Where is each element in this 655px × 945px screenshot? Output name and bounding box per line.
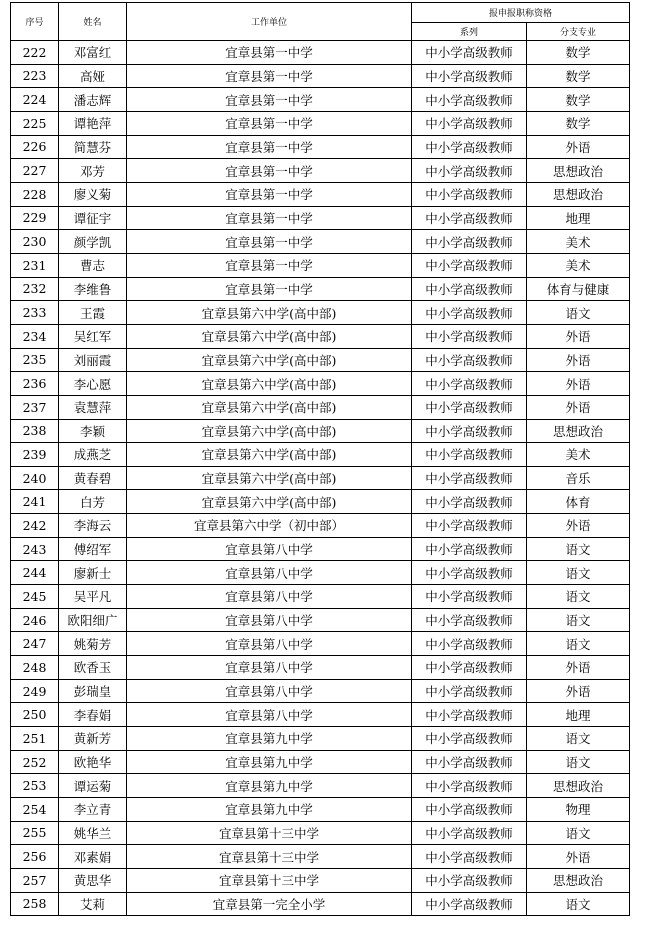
cell-seq: 252 [11, 750, 59, 774]
cell-series: 中小学高级教师 [412, 608, 527, 632]
cell-unit: 宜章县第六中学(高中部) [127, 324, 412, 348]
cell-seq: 235 [11, 348, 59, 372]
cell-unit: 宜章县第八中学 [127, 656, 412, 680]
table-row [11, 490, 630, 514]
table-row [11, 41, 630, 65]
table-body [11, 41, 630, 916]
cell-unit: 宜章县第九中学 [127, 750, 412, 774]
table-row [11, 561, 630, 585]
cell-subject: 外语 [527, 372, 630, 396]
cell-name: 李颖 [59, 419, 127, 443]
cell-series: 中小学高级教师 [412, 324, 527, 348]
cell-name: 吴平凡 [59, 585, 127, 609]
cell-name: 廖义菊 [59, 182, 127, 206]
table-row [11, 679, 630, 703]
table-row [11, 135, 630, 159]
table-row [11, 514, 630, 538]
cell-subject: 语文 [527, 301, 630, 325]
cell-subject: 语文 [527, 585, 630, 609]
cell-name: 王霞 [59, 301, 127, 325]
cell-subject: 体育与健康 [527, 277, 630, 301]
cell-name: 黄春碧 [59, 466, 127, 490]
cell-name: 曹志 [59, 253, 127, 277]
cell-unit: 宜章县第一中学 [127, 277, 412, 301]
table-row [11, 845, 630, 869]
cell-series: 中小学高级教师 [412, 537, 527, 561]
cell-series: 中小学高级教师 [412, 703, 527, 727]
cell-unit: 宜章县第一中学 [127, 135, 412, 159]
cell-seq: 229 [11, 206, 59, 230]
table-row [11, 443, 630, 467]
cell-unit: 宜章县第一中学 [127, 159, 412, 183]
cell-series: 中小学高级教师 [412, 868, 527, 892]
header-unit: 工作单位 [127, 3, 412, 41]
table-row [11, 892, 630, 916]
cell-seq: 230 [11, 230, 59, 254]
cell-name: 李海云 [59, 514, 127, 538]
cell-unit: 宜章县第十三中学 [127, 821, 412, 845]
cell-subject: 数学 [527, 64, 630, 88]
cell-name: 李春娟 [59, 703, 127, 727]
cell-seq: 250 [11, 703, 59, 727]
cell-name: 高娅 [59, 64, 127, 88]
cell-unit: 宜章县第八中学 [127, 561, 412, 585]
cell-series: 中小学高级教师 [412, 253, 527, 277]
cell-name: 艾莉 [59, 892, 127, 916]
cell-series: 中小学高级教师 [412, 230, 527, 254]
cell-series: 中小学高级教师 [412, 41, 527, 65]
cell-series: 中小学高级教师 [412, 727, 527, 751]
cell-subject: 外语 [527, 656, 630, 680]
cell-name: 邓芳 [59, 159, 127, 183]
cell-unit: 宜章县第一中学 [127, 253, 412, 277]
cell-subject: 思想政治 [527, 419, 630, 443]
cell-subject: 思想政治 [527, 868, 630, 892]
cell-name: 欧香玉 [59, 656, 127, 680]
table-row [11, 111, 630, 135]
cell-seq: 256 [11, 845, 59, 869]
cell-subject: 外语 [527, 679, 630, 703]
cell-unit: 宜章县第六中学(高中部) [127, 372, 412, 396]
cell-name: 白芳 [59, 490, 127, 514]
cell-unit: 宜章县第九中学 [127, 798, 412, 822]
cell-name: 潘志辉 [59, 88, 127, 112]
cell-unit: 宜章县第六中学(高中部) [127, 466, 412, 490]
cell-seq: 242 [11, 514, 59, 538]
table-row [11, 372, 630, 396]
cell-series: 中小学高级教师 [412, 348, 527, 372]
cell-subject: 数学 [527, 111, 630, 135]
cell-seq: 239 [11, 443, 59, 467]
cell-series: 中小学高级教师 [412, 466, 527, 490]
cell-name: 袁慧萍 [59, 395, 127, 419]
cell-name: 姚菊芳 [59, 632, 127, 656]
cell-subject: 语文 [527, 727, 630, 751]
cell-subject: 外语 [527, 324, 630, 348]
cell-seq: 255 [11, 821, 59, 845]
cell-unit: 宜章县第六中学(高中部) [127, 490, 412, 514]
cell-subject: 外语 [527, 135, 630, 159]
cell-seq: 237 [11, 395, 59, 419]
cell-subject: 语文 [527, 561, 630, 585]
header-series: 系列 [412, 23, 527, 41]
cell-series: 中小学高级教师 [412, 892, 527, 916]
cell-name: 邓素娟 [59, 845, 127, 869]
cell-series: 中小学高级教师 [412, 135, 527, 159]
table-row [11, 348, 630, 372]
cell-subject: 外语 [527, 845, 630, 869]
cell-unit: 宜章县第八中学 [127, 537, 412, 561]
table-row [11, 608, 630, 632]
cell-seq: 226 [11, 135, 59, 159]
table-row [11, 821, 630, 845]
cell-name: 谭艳萍 [59, 111, 127, 135]
cell-subject: 思想政治 [527, 159, 630, 183]
cell-seq: 258 [11, 892, 59, 916]
table-row [11, 537, 630, 561]
cell-name: 邓富红 [59, 41, 127, 65]
applicant-table [10, 2, 630, 916]
cell-seq: 240 [11, 466, 59, 490]
table-row [11, 585, 630, 609]
cell-name: 李立青 [59, 798, 127, 822]
cell-series: 中小学高级教师 [412, 206, 527, 230]
table-row [11, 632, 630, 656]
cell-seq: 228 [11, 182, 59, 206]
cell-seq: 232 [11, 277, 59, 301]
header-name: 姓名 [59, 3, 127, 41]
cell-subject: 数学 [527, 41, 630, 65]
cell-name: 黄思华 [59, 868, 127, 892]
cell-name: 欧艳华 [59, 750, 127, 774]
cell-name: 成燕芝 [59, 443, 127, 467]
cell-series: 中小学高级教师 [412, 111, 527, 135]
cell-unit: 宜章县第六中学(高中部) [127, 301, 412, 325]
cell-seq: 233 [11, 301, 59, 325]
cell-unit: 宜章县第十三中学 [127, 868, 412, 892]
cell-series: 中小学高级教师 [412, 514, 527, 538]
cell-seq: 249 [11, 679, 59, 703]
cell-series: 中小学高级教师 [412, 490, 527, 514]
header-subject: 分支专业 [527, 23, 630, 41]
cell-series: 中小学高级教师 [412, 561, 527, 585]
cell-series: 中小学高级教师 [412, 821, 527, 845]
cell-seq: 234 [11, 324, 59, 348]
cell-subject: 思想政治 [527, 182, 630, 206]
cell-seq: 231 [11, 253, 59, 277]
cell-subject: 地理 [527, 206, 630, 230]
cell-series: 中小学高级教师 [412, 679, 527, 703]
table-row [11, 466, 630, 490]
cell-seq: 238 [11, 419, 59, 443]
cell-series: 中小学高级教师 [412, 632, 527, 656]
cell-seq: 243 [11, 537, 59, 561]
cell-seq: 251 [11, 727, 59, 751]
cell-seq: 248 [11, 656, 59, 680]
cell-subject: 语文 [527, 750, 630, 774]
cell-seq: 236 [11, 372, 59, 396]
table-row [11, 159, 630, 183]
cell-subject: 美术 [527, 253, 630, 277]
cell-subject: 地理 [527, 703, 630, 727]
cell-name: 姚华兰 [59, 821, 127, 845]
cell-seq: 245 [11, 585, 59, 609]
table-row [11, 656, 630, 680]
cell-unit: 宜章县第八中学 [127, 679, 412, 703]
cell-name: 刘丽霞 [59, 348, 127, 372]
header-qualification: 报申报职称资格 [412, 3, 630, 23]
table-row [11, 419, 630, 443]
cell-name: 黄新芳 [59, 727, 127, 751]
cell-unit: 宜章县第六中学(高中部) [127, 443, 412, 467]
cell-seq: 253 [11, 774, 59, 798]
table-row [11, 798, 630, 822]
cell-seq: 246 [11, 608, 59, 632]
cell-unit: 宜章县第一完全小学 [127, 892, 412, 916]
cell-subject: 语文 [527, 608, 630, 632]
cell-unit: 宜章县第六中学(高中部) [127, 348, 412, 372]
table-row [11, 750, 630, 774]
table-row [11, 88, 630, 112]
table-row [11, 230, 630, 254]
cell-subject: 体育 [527, 490, 630, 514]
table-row [11, 253, 630, 277]
cell-unit: 宜章县第八中学 [127, 703, 412, 727]
cell-seq: 244 [11, 561, 59, 585]
table-header [11, 3, 630, 41]
cell-series: 中小学高级教师 [412, 182, 527, 206]
cell-unit: 宜章县第六中学(高中部) [127, 395, 412, 419]
cell-unit: 宜章县第八中学 [127, 608, 412, 632]
cell-seq: 222 [11, 41, 59, 65]
cell-unit: 宜章县第八中学 [127, 632, 412, 656]
cell-series: 中小学高级教师 [412, 774, 527, 798]
cell-series: 中小学高级教师 [412, 443, 527, 467]
cell-series: 中小学高级教师 [412, 798, 527, 822]
cell-unit: 宜章县第一中学 [127, 230, 412, 254]
cell-unit: 宜章县第六中学(高中部) [127, 419, 412, 443]
cell-series: 中小学高级教师 [412, 585, 527, 609]
cell-series: 中小学高级教师 [412, 395, 527, 419]
cell-seq: 254 [11, 798, 59, 822]
cell-name: 颜学凯 [59, 230, 127, 254]
cell-subject: 数学 [527, 88, 630, 112]
cell-unit: 宜章县第一中学 [127, 88, 412, 112]
table-row [11, 395, 630, 419]
cell-subject: 美术 [527, 230, 630, 254]
cell-unit: 宜章县第十三中学 [127, 845, 412, 869]
cell-name: 李维鲁 [59, 277, 127, 301]
table-row [11, 64, 630, 88]
cell-series: 中小学高级教师 [412, 372, 527, 396]
cell-subject: 外语 [527, 395, 630, 419]
cell-subject: 思想政治 [527, 774, 630, 798]
cell-subject: 音乐 [527, 466, 630, 490]
cell-subject: 外语 [527, 348, 630, 372]
cell-seq: 241 [11, 490, 59, 514]
cell-seq: 257 [11, 868, 59, 892]
cell-seq: 227 [11, 159, 59, 183]
table-row [11, 727, 630, 751]
cell-name: 彭瑞皇 [59, 679, 127, 703]
cell-subject: 语文 [527, 892, 630, 916]
table-row [11, 324, 630, 348]
cell-subject: 语文 [527, 821, 630, 845]
cell-unit: 宜章县第六中学（初中部） [127, 514, 412, 538]
cell-series: 中小学高级教师 [412, 301, 527, 325]
cell-name: 简慧芬 [59, 135, 127, 159]
table-row [11, 206, 630, 230]
cell-unit: 宜章县第八中学 [127, 585, 412, 609]
cell-subject: 美术 [527, 443, 630, 467]
cell-series: 中小学高级教师 [412, 64, 527, 88]
cell-name: 谭运菊 [59, 774, 127, 798]
cell-series: 中小学高级教师 [412, 88, 527, 112]
cell-unit: 宜章县第九中学 [127, 727, 412, 751]
cell-subject: 外语 [527, 514, 630, 538]
table-row [11, 703, 630, 727]
table-row [11, 301, 630, 325]
cell-unit: 宜章县第一中学 [127, 64, 412, 88]
cell-name: 欧阳细广 [59, 608, 127, 632]
cell-name: 吴红军 [59, 324, 127, 348]
header-seq: 序号 [11, 3, 59, 41]
cell-unit: 宜章县第一中学 [127, 111, 412, 135]
cell-series: 中小学高级教师 [412, 159, 527, 183]
cell-unit: 宜章县第九中学 [127, 774, 412, 798]
table-row [11, 774, 630, 798]
cell-seq: 247 [11, 632, 59, 656]
cell-series: 中小学高级教师 [412, 845, 527, 869]
cell-unit: 宜章县第一中学 [127, 206, 412, 230]
cell-seq: 223 [11, 64, 59, 88]
table-row [11, 182, 630, 206]
cell-series: 中小学高级教师 [412, 277, 527, 301]
cell-name: 傅绍军 [59, 537, 127, 561]
table-row [11, 277, 630, 301]
cell-seq: 225 [11, 111, 59, 135]
cell-series: 中小学高级教师 [412, 750, 527, 774]
cell-series: 中小学高级教师 [412, 419, 527, 443]
cell-seq: 224 [11, 88, 59, 112]
cell-name: 李心愿 [59, 372, 127, 396]
cell-subject: 语文 [527, 632, 630, 656]
cell-subject: 物理 [527, 798, 630, 822]
cell-name: 谭征宇 [59, 206, 127, 230]
cell-subject: 语文 [527, 537, 630, 561]
cell-unit: 宜章县第一中学 [127, 41, 412, 65]
cell-unit: 宜章县第一中学 [127, 182, 412, 206]
table-row [11, 868, 630, 892]
cell-name: 廖新士 [59, 561, 127, 585]
cell-series: 中小学高级教师 [412, 656, 527, 680]
